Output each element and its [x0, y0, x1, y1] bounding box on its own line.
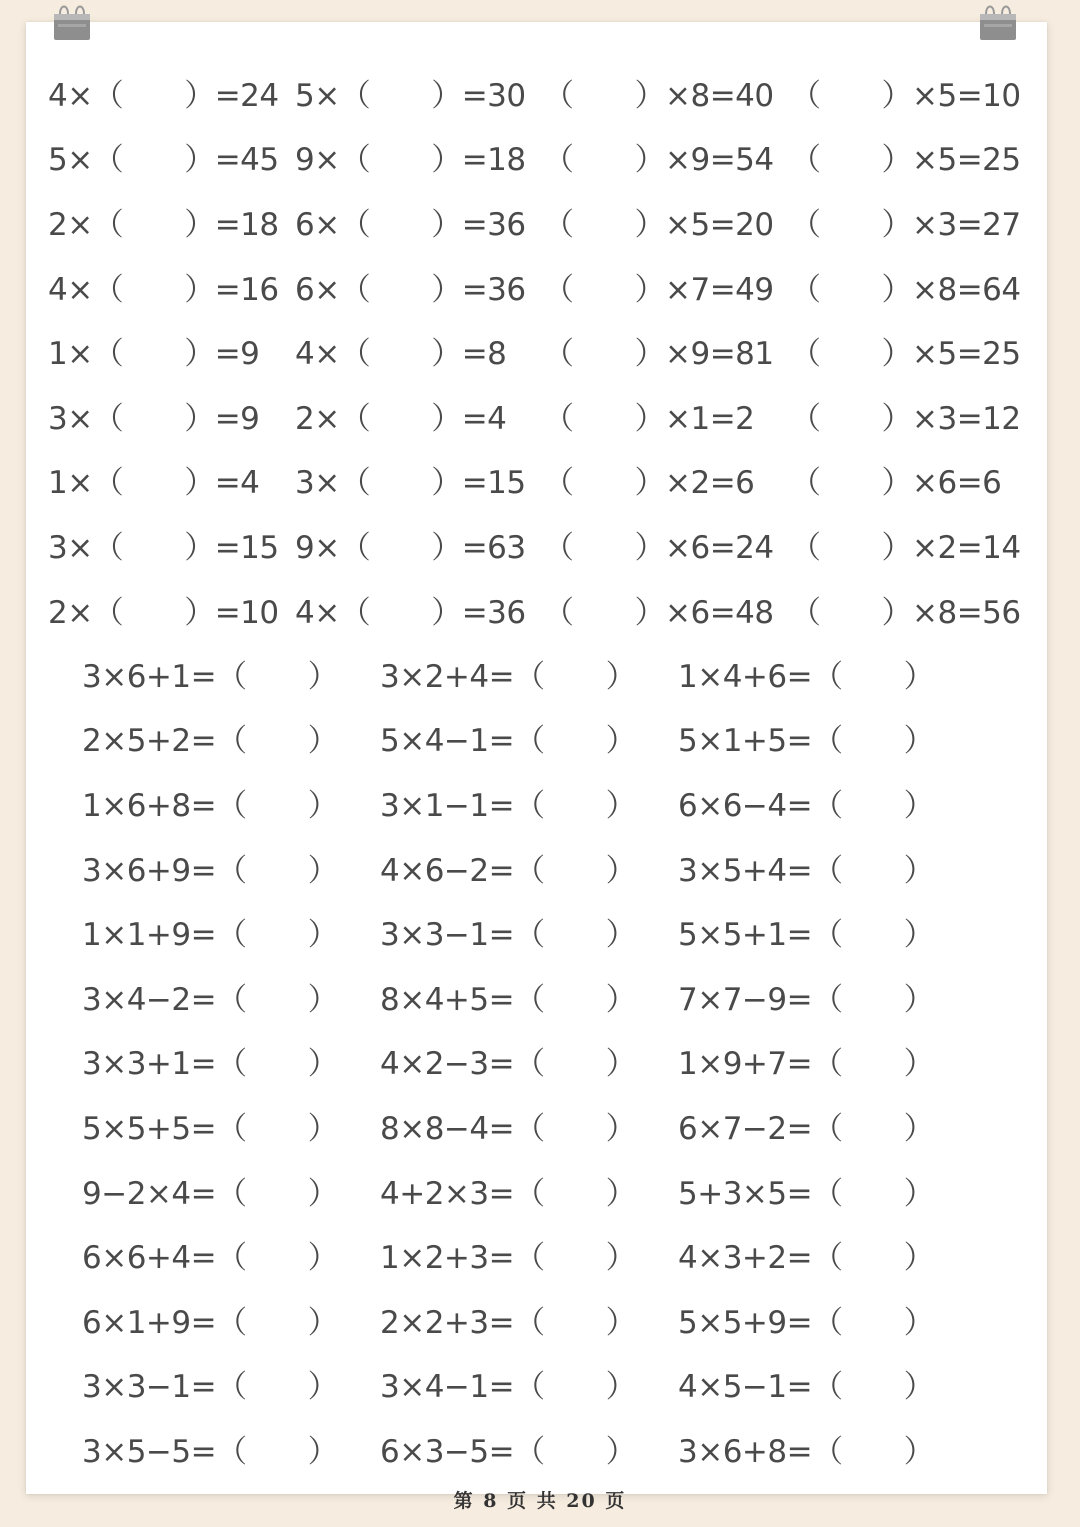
problem-row — [48, 577, 1028, 642]
problem: （ ）×5=25 — [790, 142, 1021, 179]
problem-row — [82, 1352, 982, 1417]
problem: 3×1−1=（ ） — [380, 787, 637, 824]
problem: 4×2−3=（ ） — [380, 1046, 637, 1083]
mixed-operation-section — [82, 641, 982, 1481]
problem: 3×（ ）=15 — [295, 465, 526, 502]
problem: （ ）×1=2 — [543, 400, 755, 437]
problem: （ ）×6=6 — [790, 465, 1002, 502]
problem: 4×（ ）=16 — [48, 271, 279, 308]
problem: 5×4−1=（ ） — [380, 723, 637, 760]
problem-row — [82, 1158, 982, 1223]
problem: 9−2×4=（ ） — [82, 1175, 339, 1212]
problem: 6×（ ）=36 — [295, 206, 526, 243]
problem: （ ）×7=49 — [543, 271, 774, 308]
problem: （ ）×9=81 — [543, 336, 774, 373]
problem: 3×5−5=（ ） — [82, 1433, 339, 1470]
problem: 5+3×5=（ ） — [678, 1175, 935, 1212]
problem-row — [82, 770, 982, 835]
problem-row — [82, 1222, 982, 1287]
problem: （ ）×8=40 — [543, 77, 774, 114]
problem: 4+2×3=（ ） — [380, 1175, 637, 1212]
problem-row — [48, 448, 1028, 513]
problem: 1×2+3=（ ） — [380, 1240, 637, 1277]
problem: 5×5+9=（ ） — [678, 1304, 935, 1341]
problem: 5×5+5=（ ） — [82, 1110, 339, 1147]
problem: 8×4+5=（ ） — [380, 981, 637, 1018]
problem: （ ）×6=48 — [543, 594, 774, 631]
problem: 6×6−4=（ ） — [678, 787, 935, 824]
problem: 6×7−2=（ ） — [678, 1110, 935, 1147]
problem: 3×6+9=（ ） — [82, 852, 339, 889]
problem: （ ）×8=56 — [790, 594, 1021, 631]
problem: 1×9+7=（ ） — [678, 1046, 935, 1083]
problem: 2×（ ）=18 — [48, 206, 279, 243]
problem-row — [82, 1287, 982, 1352]
problem: 3×6+1=（ ） — [82, 658, 339, 695]
problem: 3×3+1=（ ） — [82, 1046, 339, 1083]
problem-row — [48, 254, 1028, 319]
problem-row — [82, 899, 982, 964]
problem: （ ）×6=24 — [543, 529, 774, 566]
binder-clip-icon — [976, 2, 1020, 44]
problem: 8×8−4=（ ） — [380, 1110, 637, 1147]
problem: 6×（ ）=36 — [295, 271, 526, 308]
problem-row — [82, 641, 982, 706]
problem: 4×3+2=（ ） — [678, 1240, 935, 1277]
problem-row — [48, 383, 1028, 448]
missing-factor-section — [48, 60, 1028, 641]
problem-row — [82, 964, 982, 1029]
problem-row — [82, 1029, 982, 1094]
problem: （ ）×2=6 — [543, 465, 755, 502]
problem-row — [82, 1093, 982, 1158]
problem: 2×（ ）=10 — [48, 594, 279, 631]
problem-row — [48, 512, 1028, 577]
problem: （ ）×3=27 — [790, 206, 1021, 243]
problem: （ ）×9=54 — [543, 142, 774, 179]
page-number: 第 8 页 共 20 页 — [453, 1490, 627, 1512]
problem: 9×（ ）=63 — [295, 529, 526, 566]
binder-clip-icon — [50, 2, 94, 44]
problem: 5×（ ）=45 — [48, 142, 279, 179]
problem: 2×5+2=（ ） — [82, 723, 339, 760]
problem: （ ）×5=25 — [790, 336, 1021, 373]
problem: 3×3−1=（ ） — [380, 917, 637, 954]
problem: 3×（ ）=15 — [48, 529, 279, 566]
problem: （ ）×2=14 — [790, 529, 1021, 566]
problem: 4×6−2=（ ） — [380, 852, 637, 889]
problem: 5×（ ）=30 — [295, 77, 526, 114]
problem-row — [82, 706, 982, 771]
problem-row — [82, 835, 982, 900]
problem-row — [48, 189, 1028, 254]
problem: 4×（ ）=8 — [295, 336, 507, 373]
problem: 4×5−1=（ ） — [678, 1369, 935, 1406]
problem: 1×4+6=（ ） — [678, 658, 935, 695]
problem: 4×（ ）=36 — [295, 594, 526, 631]
problem: （ ）×3=12 — [790, 400, 1021, 437]
problem: 7×7−9=（ ） — [678, 981, 935, 1018]
problem: 5×1+5=（ ） — [678, 723, 935, 760]
problem: 3×5+4=（ ） — [678, 852, 935, 889]
problem: 3×4−1=（ ） — [380, 1369, 637, 1406]
problem: 2×（ ）=4 — [295, 400, 507, 437]
problem: （ ）×8=64 — [790, 271, 1021, 308]
problem: 3×3−1=（ ） — [82, 1369, 339, 1406]
problem: 3×2+4=（ ） — [380, 658, 637, 695]
problem: （ ）×5=10 — [790, 77, 1021, 114]
problem: 1×1+9=（ ） — [82, 917, 339, 954]
problem: （ ）×5=20 — [543, 206, 774, 243]
problem: 1×6+8=（ ） — [82, 787, 339, 824]
problem: 1×（ ）=9 — [48, 336, 260, 373]
problem: 1×（ ）=4 — [48, 465, 260, 502]
problem-row — [48, 125, 1028, 190]
problem-row — [48, 60, 1028, 125]
problem: 6×3−5=（ ） — [380, 1433, 637, 1470]
problem: 2×2+3=（ ） — [380, 1304, 637, 1341]
problem: 5×5+1=（ ） — [678, 917, 935, 954]
problem-row — [48, 318, 1028, 383]
problem: 6×1+9=（ ） — [82, 1304, 339, 1341]
problem: 3×4−2=（ ） — [82, 981, 339, 1018]
problem: 6×6+4=（ ） — [82, 1240, 339, 1277]
problem-row — [82, 1416, 982, 1481]
problem: 3×6+8=（ ） — [678, 1433, 935, 1470]
problem: 9×（ ）=18 — [295, 142, 526, 179]
problem: 4×（ ）=24 — [48, 77, 279, 114]
problem: 3×（ ）=9 — [48, 400, 260, 437]
